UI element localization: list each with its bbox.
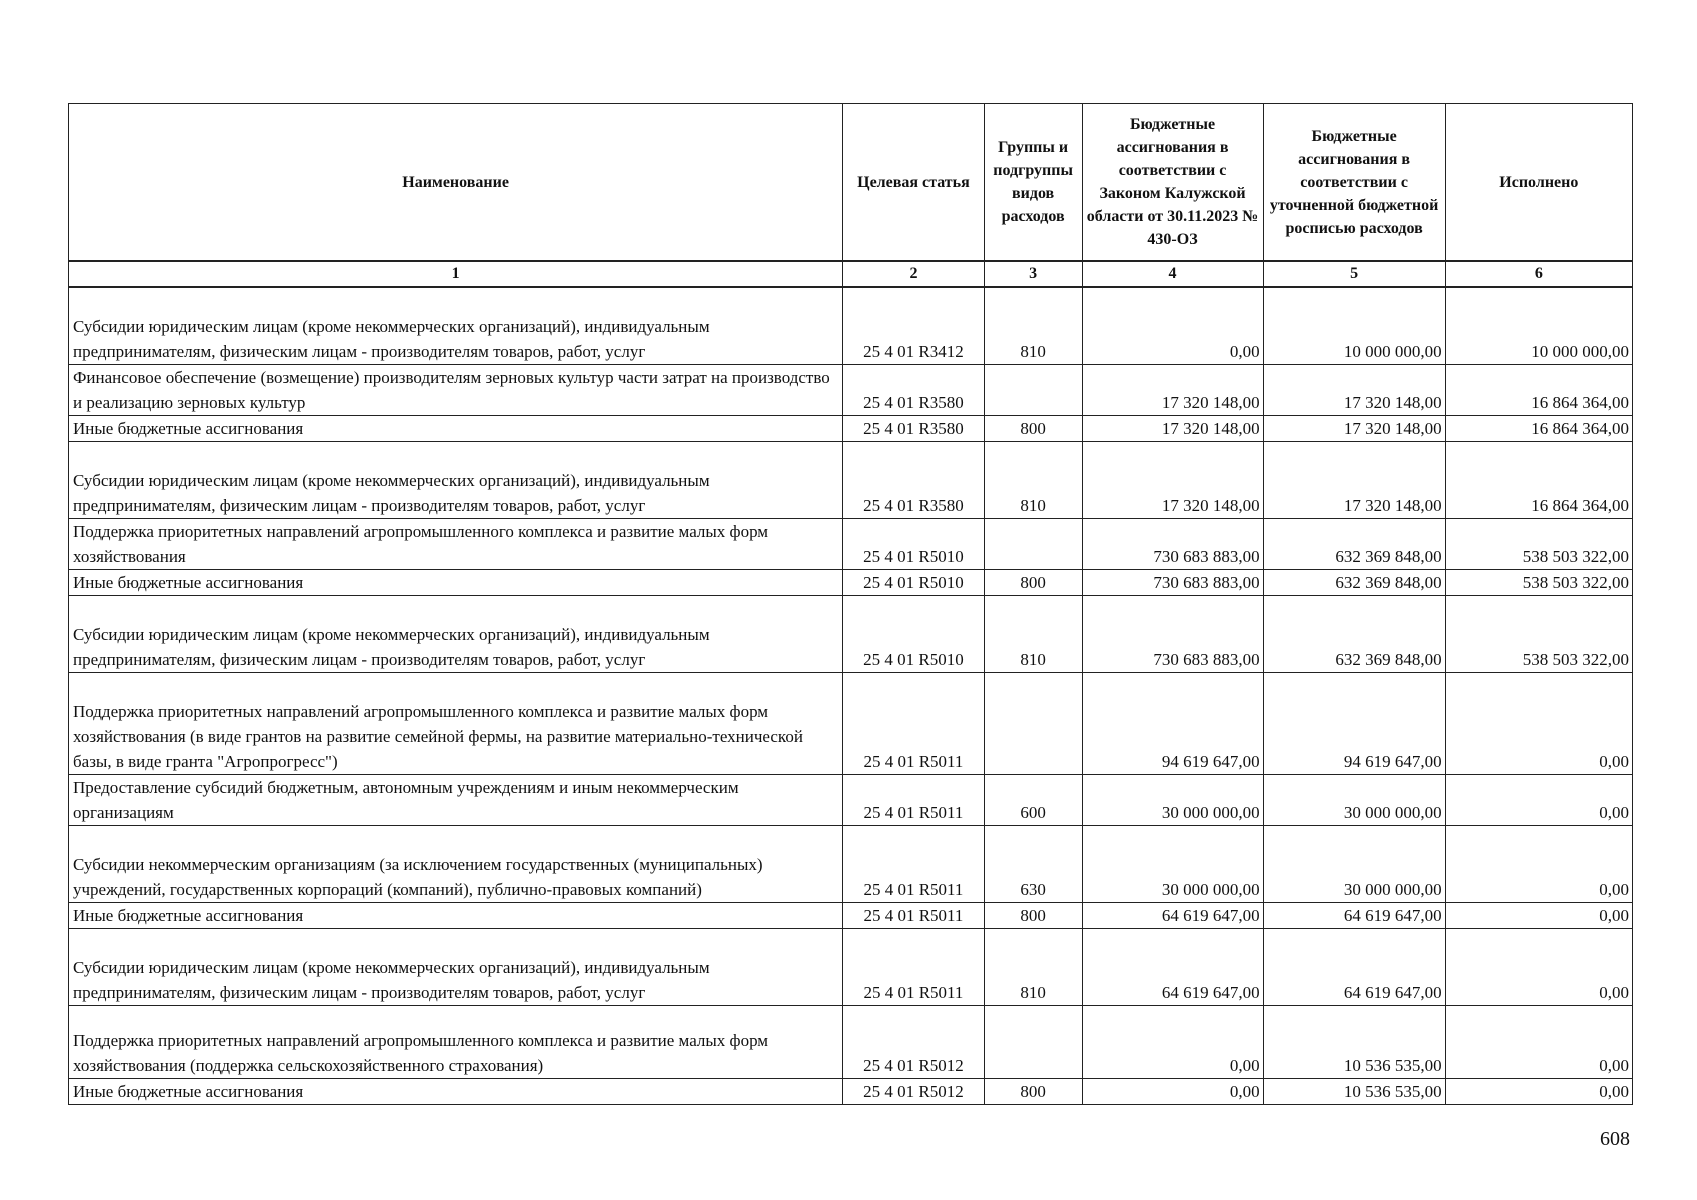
row-law-amount: 30 000 000,00 — [1082, 774, 1263, 825]
row-target-article: 25 4 01 R3412 — [843, 287, 985, 364]
row-name: Финансовое обеспечение (возмещение) производителям зерновых культур части затрат на производство и реализацию зерновых культур — [69, 364, 843, 415]
row-refined-amount: 94 619 647,00 — [1263, 672, 1445, 774]
row-executed-amount: 538 503 322,00 — [1445, 595, 1632, 672]
row-target-article: 25 4 01 R5011 — [843, 825, 985, 902]
row-expense-group — [984, 364, 1082, 415]
row-refined-amount: 632 369 848,00 — [1263, 518, 1445, 569]
row-name: Иные бюджетные ассигнования — [69, 1078, 843, 1104]
table-row — [69, 441, 1633, 518]
header-expense-groups: Группы и подгруппы видов расходов — [984, 104, 1082, 262]
row-name: Иные бюджетные ассигнования — [69, 415, 843, 441]
row-expense-group: 810 — [984, 441, 1082, 518]
row-law-amount: 0,00 — [1082, 287, 1263, 364]
header-name: Наименование — [69, 104, 843, 262]
row-name: Иные бюджетные ассигнования — [69, 902, 843, 928]
table-row — [69, 672, 1633, 774]
row-target-article: 25 4 01 R5011 — [843, 774, 985, 825]
row-target-article: 25 4 01 R5011 — [843, 672, 985, 774]
row-executed-amount: 0,00 — [1445, 672, 1632, 774]
row-law-amount: 17 320 148,00 — [1082, 415, 1263, 441]
row-executed-amount: 16 864 364,00 — [1445, 415, 1632, 441]
column-number: 3 — [984, 261, 1082, 287]
table-row — [69, 928, 1633, 1005]
page-number: 608 — [1600, 1128, 1630, 1150]
table-row — [69, 415, 1633, 441]
row-expense-group: 800 — [984, 415, 1082, 441]
row-executed-amount: 0,00 — [1445, 902, 1632, 928]
row-name: Субсидии юридическим лицам (кроме некоммерческих организаций), индивидуальным предпринимателям, физическим лицам - производителям товаров, работ, услуг — [69, 595, 843, 672]
row-name: Субсидии юридическим лицам (кроме некоммерческих организаций), индивидуальным предпринимателям, физическим лицам - производителям товаров, работ, услуг — [69, 928, 843, 1005]
budget-table-container — [68, 103, 1633, 1105]
row-executed-amount: 0,00 — [1445, 928, 1632, 1005]
row-law-amount: 94 619 647,00 — [1082, 672, 1263, 774]
header-law-assignments: Бюджетные ассигнования в соответствии с Законом Калужской области от 30.11.2023 № 430-ОЗ — [1082, 104, 1263, 262]
budget-table — [68, 103, 1633, 1105]
row-refined-amount: 10 536 535,00 — [1263, 1078, 1445, 1104]
row-law-amount: 730 683 883,00 — [1082, 518, 1263, 569]
row-expense-group: 800 — [984, 902, 1082, 928]
row-expense-group — [984, 672, 1082, 774]
row-executed-amount: 16 864 364,00 — [1445, 364, 1632, 415]
row-expense-group: 800 — [984, 569, 1082, 595]
row-expense-group: 800 — [984, 1078, 1082, 1104]
row-refined-amount: 17 320 148,00 — [1263, 415, 1445, 441]
table-row — [69, 774, 1633, 825]
row-target-article: 25 4 01 R3580 — [843, 441, 985, 518]
table-row — [69, 595, 1633, 672]
row-name: Субсидии некоммерческим организациям (за исключением государственных (муниципальных) учреждений, государственных корпораций (компаний), публично-правовых компаний) — [69, 825, 843, 902]
row-target-article: 25 4 01 R5011 — [843, 928, 985, 1005]
row-law-amount: 64 619 647,00 — [1082, 928, 1263, 1005]
row-name: Поддержка приоритетных направлений агропромышленного комплекса и развитие малых форм хозяйствования — [69, 518, 843, 569]
row-expense-group — [984, 518, 1082, 569]
row-target-article: 25 4 01 R5010 — [843, 518, 985, 569]
table-row — [69, 902, 1633, 928]
row-refined-amount: 30 000 000,00 — [1263, 774, 1445, 825]
row-target-article: 25 4 01 R5011 — [843, 902, 985, 928]
row-law-amount: 64 619 647,00 — [1082, 902, 1263, 928]
row-law-amount: 730 683 883,00 — [1082, 595, 1263, 672]
column-number: 4 — [1082, 261, 1263, 287]
row-expense-group: 810 — [984, 928, 1082, 1005]
row-refined-amount: 10 000 000,00 — [1263, 287, 1445, 364]
row-expense-group: 600 — [984, 774, 1082, 825]
table-row — [69, 518, 1633, 569]
row-expense-group: 810 — [984, 287, 1082, 364]
row-refined-amount: 30 000 000,00 — [1263, 825, 1445, 902]
row-target-article: 25 4 01 R5012 — [843, 1078, 985, 1104]
row-name: Субсидии юридическим лицам (кроме некоммерческих организаций), индивидуальным предпринимателям, физическим лицам - производителям товаров, работ, услуг — [69, 287, 843, 364]
row-executed-amount: 0,00 — [1445, 1078, 1632, 1104]
table-row — [69, 364, 1633, 415]
table-row — [69, 569, 1633, 595]
table-row — [69, 1005, 1633, 1078]
table-row — [69, 287, 1633, 364]
row-law-amount: 0,00 — [1082, 1078, 1263, 1104]
row-law-amount: 17 320 148,00 — [1082, 441, 1263, 518]
row-executed-amount: 538 503 322,00 — [1445, 569, 1632, 595]
row-name: Иные бюджетные ассигнования — [69, 569, 843, 595]
header-refined-assignments: Бюджетные ассигнования в соответствии с уточненной бюджетной росписью расходов — [1263, 104, 1445, 262]
row-target-article: 25 4 01 R3580 — [843, 364, 985, 415]
row-executed-amount: 0,00 — [1445, 1005, 1632, 1078]
row-refined-amount: 10 536 535,00 — [1263, 1005, 1445, 1078]
column-number: 1 — [69, 261, 843, 287]
row-refined-amount: 64 619 647,00 — [1263, 928, 1445, 1005]
table-row — [69, 825, 1633, 902]
row-name: Субсидии юридическим лицам (кроме некоммерческих организаций), индивидуальным предпринимателям, физическим лицам - производителям товаров, работ, услуг — [69, 441, 843, 518]
column-number-row — [69, 261, 1633, 287]
row-name: Поддержка приоритетных направлений агропромышленного комплекса и развитие малых форм хозяйствования (в виде грантов на развитие семейной фермы, на развитие материально-технической базы, в виде гранта "Агропрогресс") — [69, 672, 843, 774]
row-law-amount: 30 000 000,00 — [1082, 825, 1263, 902]
row-executed-amount: 0,00 — [1445, 774, 1632, 825]
row-name: Поддержка приоритетных направлений агропромышленного комплекса и развитие малых форм хозяйствования (поддержка сельскохозяйственного страхования) — [69, 1005, 843, 1078]
row-law-amount: 730 683 883,00 — [1082, 569, 1263, 595]
row-refined-amount: 17 320 148,00 — [1263, 364, 1445, 415]
row-target-article: 25 4 01 R5012 — [843, 1005, 985, 1078]
header-executed: Исполнено — [1445, 104, 1632, 262]
row-target-article: 25 4 01 R5010 — [843, 595, 985, 672]
row-refined-amount: 632 369 848,00 — [1263, 569, 1445, 595]
row-expense-group — [984, 1005, 1082, 1078]
row-executed-amount: 0,00 — [1445, 825, 1632, 902]
column-number: 6 — [1445, 261, 1632, 287]
column-number: 5 — [1263, 261, 1445, 287]
header-target-article: Целевая статья — [843, 104, 985, 262]
row-refined-amount: 17 320 148,00 — [1263, 441, 1445, 518]
row-expense-group: 810 — [984, 595, 1082, 672]
row-executed-amount: 16 864 364,00 — [1445, 441, 1632, 518]
row-target-article: 25 4 01 R5010 — [843, 569, 985, 595]
row-executed-amount: 538 503 322,00 — [1445, 518, 1632, 569]
row-expense-group: 630 — [984, 825, 1082, 902]
row-target-article: 25 4 01 R3580 — [843, 415, 985, 441]
column-number: 2 — [843, 261, 985, 287]
row-name: Предоставление субсидий бюджетным, автономным учреждениям и иным некоммерческим организациям — [69, 774, 843, 825]
row-refined-amount: 632 369 848,00 — [1263, 595, 1445, 672]
row-executed-amount: 10 000 000,00 — [1445, 287, 1632, 364]
header-row — [69, 104, 1633, 262]
row-law-amount: 17 320 148,00 — [1082, 364, 1263, 415]
row-law-amount: 0,00 — [1082, 1005, 1263, 1078]
table-row — [69, 1078, 1633, 1104]
row-refined-amount: 64 619 647,00 — [1263, 902, 1445, 928]
